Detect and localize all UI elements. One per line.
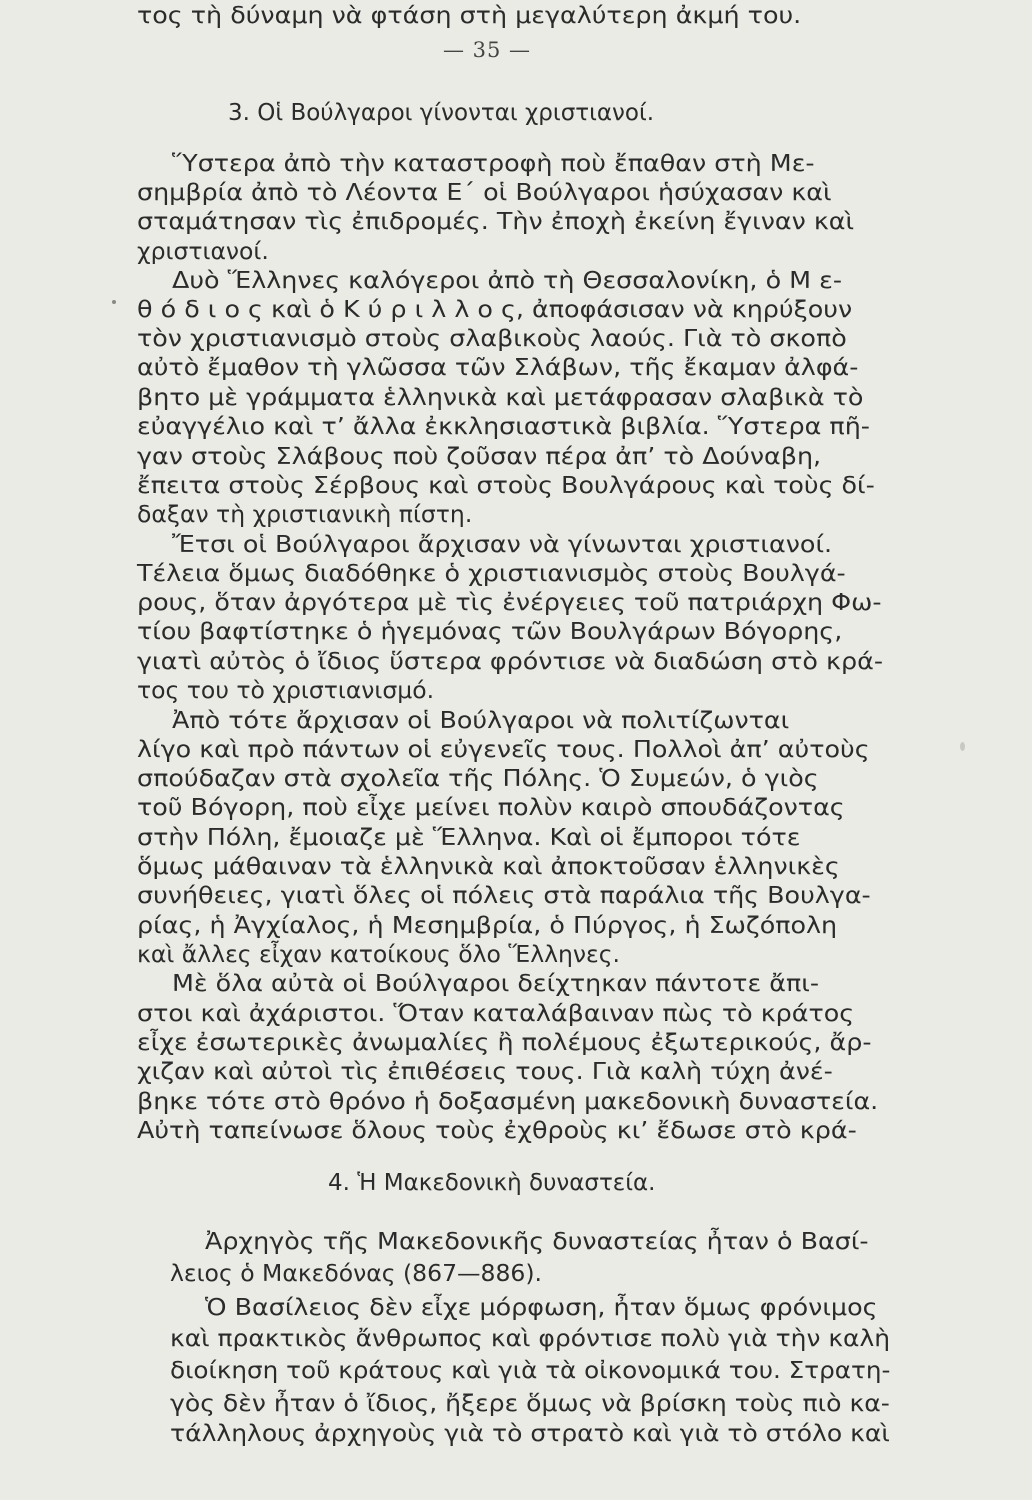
s3-line: τίου βαφτίστηκε ὁ ἡγεμόνας τῶν Βουλγάρων Βόγορης, (137, 617, 843, 645)
s3-line: ὅμως μάθαιναν τὰ ἑλληνικὰ καὶ ἀποκτοῦσαν ἑλληνικὲς (137, 852, 840, 880)
s3-line: χιζαν καὶ αὐτοὶ τὶς ἐπιθέσεις τους. Γιὰ καλὴ τύχη ἀνέ- (137, 1057, 833, 1085)
s3-line: γιατὶ αὐτὸς ὁ ἴδιος ὕστερα φρόντισε νὰ διαδώση στὸ κρά- (137, 647, 883, 675)
s4-line: Ὁ Βασίλειος δὲν εἶχε μόρφωση, ἦταν ὅμως φρόνιμος (205, 1293, 878, 1321)
s4-line: γὸς δὲν ἦταν ὁ ἴδιος, ἤξερε ὅμως νὰ βρίσκη τοὺς πιὸ κα- (170, 1389, 890, 1417)
s3-line: συνήθειες, γιατὶ ὅλες οἱ πόλεις στὰ παράλια τῆς Βουλγα- (137, 881, 871, 909)
s3-line: Ἀπὸ τότε ἄρχισαν οἱ Βούλγαροι νὰ πολιτίζωνται (172, 706, 790, 734)
s3-line: ρους, ὅταν ἀργότερα μὲ τὶς ἐνέργειες τοῦ πατριάρχη Φω- (137, 588, 882, 616)
s3-line: σταμάτησαν τὶς ἐπιδρομές. Τὴν ἐποχὴ ἐκείνη ἔγιναν καὶ (137, 207, 855, 235)
section-heading-3: 3. Οἱ Βούλγαροι γίνονται χριστιανοί. (228, 100, 655, 126)
s3-line: δαξαν τὴ χριστιανικὴ πίστη. (137, 500, 473, 528)
s3-line: καὶ ἄλλες εἶχαν κατοίκους ὅλο Ἕλληνες. (137, 940, 620, 968)
s3-line: Τέλεια ὅμως διαδόθηκε ὁ χριστιανισμὸς στοὺς Βουλγά- (137, 559, 846, 587)
section-heading-4: 4. Ἡ Μακεδονικὴ δυναστεία. (328, 1170, 656, 1196)
s3-line: βητο μὲ γράμματα ἑλληνικὰ καὶ μετάφρασαν σλαβικὰ τὸ (137, 383, 864, 411)
s3-line: σπούδαζαν στὰ σχολεῖα τῆς Πόλης. Ὁ Συμεών, ὁ γιὸς (137, 764, 819, 792)
s3-line: Μὲ ὅλα αὐτὰ οἱ Βούλγαροι δείχτηκαν πάντοτε ἄπι- (172, 969, 820, 997)
s3-line: Δυὸ Ἕλληνες καλόγεροι ἀπὸ τὴ Θεσσαλονίκη, ὁ Μ ε- (172, 266, 843, 294)
s4-line: τάλληλους ἀρχηγοὺς γιὰ τὸ στρατὸ καὶ γιὰ τὸ στόλο καὶ (170, 1419, 890, 1447)
s3-line: θ ό δ ι ο ς καὶ ὁ Κ ύ ρ ι λ λ ο ς, ἀποφάσισαν νὰ κηρύξουν (137, 295, 853, 323)
s3-line: Αὐτὴ ταπείνωσε ὅλους τοὺς ἐχθροὺς κι’ ἔδωσε στὸ κρά- (137, 1116, 857, 1144)
s4-line: διοίκηση τοῦ κράτους καὶ γιὰ τὰ οἰκονομικά του. Στρατη- (170, 1356, 891, 1384)
s3-line: ρίας, ἡ Ἀγχίαλος, ἡ Μεσημβρία, ὁ Πύργος, ἡ Σωζόπολη (137, 911, 838, 939)
s3-line: χριστιανοί. (137, 237, 269, 265)
s4-line: Ἀρχηγὸς τῆς Μακεδονικῆς δυναστείας ἦταν ὁ Βασί- (205, 1227, 869, 1255)
s3-line: στὴν Πόλη, ἔμοιαζε μὲ Ἕλληνα. Καὶ οἱ ἔμποροι τότε (137, 823, 801, 851)
s3-line: αὐτὸ ἔμαθον τὴ γλῶσσα τῶν Σλάβων, τῆς ἔκαμαν ἀλφά- (137, 353, 859, 381)
s3-line: λίγο καὶ πρὸ πάντων οἱ εὐγενεῖς τους. Πολλοὶ ἀπ’ αὐτοὺς (137, 735, 870, 763)
s3-line: εὐαγγέλιο καὶ τ’ ἄλλα ἐκκλησιαστικὰ βιβλία. Ὕστερα πῆ- (137, 412, 870, 440)
s4-line: καὶ πρακτικὸς ἄνθρωπος καὶ φρόντισε πολὺ γιὰ τὴν καλὴ (170, 1324, 891, 1352)
s3-line: τὸν χριστιανισμὸ στοὺς σλαβικοὺς λαούς. Γιὰ τὸ σκοπὸ (137, 324, 847, 352)
s3-line: τοῦ Βόγορη, ποὺ εἶχε μείνει πολὺν καιρὸ σπουδάζοντας (137, 793, 845, 821)
s3-line: τος του τὸ χριστιανισμό. (137, 676, 435, 704)
s3-line: ἔπειτα στοὺς Σέρβους καὶ στοὺς Βουλγάρους καὶ τοὺς δί- (137, 471, 875, 499)
page-number: — 35 — (442, 38, 532, 62)
s3-line: βηκε τότε στὸ θρόνο ἡ δοξασμένη μακεδονικὴ δυναστεία. (137, 1087, 879, 1115)
s3-line: στοι καὶ ἀχάριστοι. Ὅταν καταλάβαιναν πὼς τὸ κράτος (137, 999, 855, 1027)
s3-line: εἶχε ἐσωτερικὲς ἀνωμαλίες ἢ πολέμους ἐξωτερικούς, ἄρ- (137, 1028, 872, 1056)
s3-line: γαν στοὺς Σλάβους ποὺ ζοῦσαν πέρα ἀπ’ τὸ Δούναβη, (137, 442, 822, 470)
s3-line: Ἔτσι οἱ Βούλγαροι ἄρχισαν νὰ γίνωνται χριστιανοί. (172, 530, 833, 558)
s3-line: τος τὴ δύναμη νὰ φτάση στὴ μεγαλύτερη ἀκμή του. (137, 1, 802, 29)
s3-line: σημβρία ἀπὸ τὸ Λέοντα Ε΄ οἱ Βούλγαροι ἡσύχασαν καὶ (137, 178, 832, 206)
s4-line: λειος ὁ Μακεδόνας (867—886). (170, 1259, 543, 1287)
s3-line: Ὕστερα ἀπὸ τὴν καταστροφὴ ποὺ ἔπαθαν στὴ Με- (172, 149, 815, 177)
